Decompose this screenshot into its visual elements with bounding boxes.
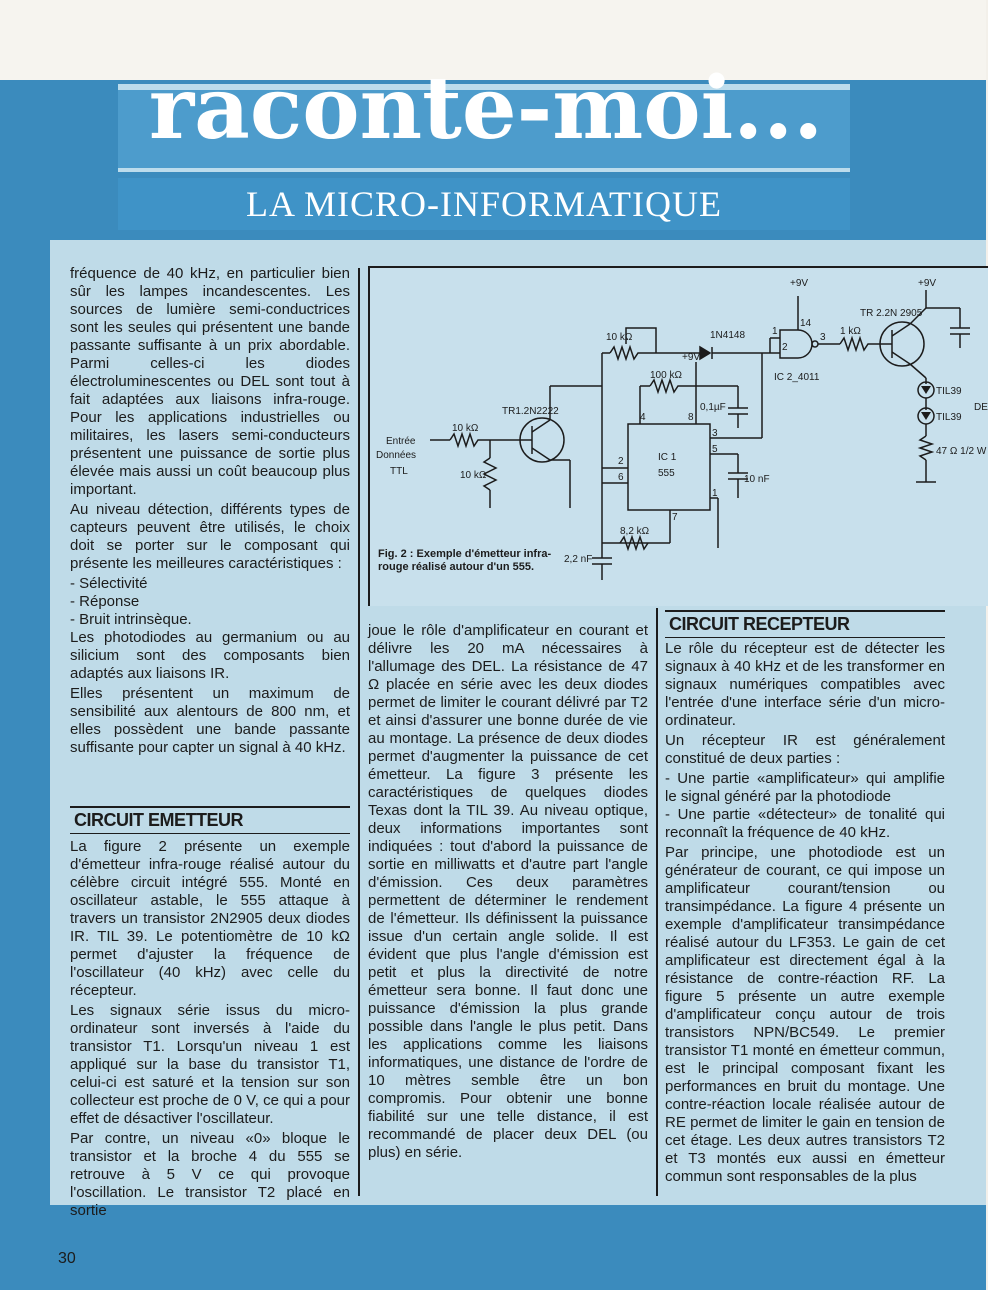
label-pin-4: 4 [640, 412, 646, 423]
label-r-100k: 100 kΩ [650, 370, 682, 381]
paragraph: Un récepteur IR est généralement constitué de deux parties : [665, 732, 945, 767]
list-item: - Une partie «détecteur» de tonalité qui reconnaît la fréquence de 40 kHz. [665, 806, 945, 841]
label-gate-pin-2: 2 [782, 342, 788, 353]
column-1-section [70, 838, 350, 1222]
paragraph: Par contre, un niveau «0» bloque le transistor et la broche 4 du 555 se retrouve à 5 V ce qui provoque l'oscillation. Le transistor T2 placé en sortie [70, 1130, 350, 1219]
column-1 [70, 265, 350, 759]
page-subtitle: LA MICRO-INFORMATIQUE [245, 184, 722, 224]
label-cap-01: 0,1µF [700, 402, 726, 413]
label-pin-6: 6 [618, 472, 624, 483]
label-gate-pin-14: 14 [800, 318, 812, 329]
label-input: Entrée [386, 436, 416, 447]
label-diode: 1N4148 [710, 330, 746, 341]
label-r-1k: 1 kΩ [840, 326, 861, 337]
label-ic1: IC 1 [658, 452, 677, 463]
figure-caption: Fig. 2 : Exemple d'émetteur infra-rouge réalisé autour d'un 555. [378, 548, 552, 573]
label-r-82k: 8,2 kΩ [620, 526, 650, 537]
label-vcc-2: +9V [790, 278, 809, 289]
label-pin-3: 3 [712, 428, 718, 439]
page-number: 30 [58, 1250, 76, 1267]
label-gate-pin-3: 3 [820, 332, 826, 343]
label-pin-1: 1 [712, 488, 718, 499]
paragraph: La figure 2 présente un exemple d'émetteur infra-rouge réalisé autour du célèbre circuit intégré 555. Monté en oscillateur astable, le 555 attaque à travers un transistor 2N2905 deux diodes IR. TIL 39. Le potentiomètre de 10 kΩ permet d'ajuster la fréquence de l'oscillateur (40 kHz) avec celle du récepteur. [70, 838, 350, 999]
label-led-1: TIL39 [936, 386, 962, 397]
label-pin-8: 8 [688, 412, 694, 423]
label-input-3: TTL [390, 466, 408, 477]
list-item: - Réponse [70, 593, 140, 610]
paragraph: Par principe, une photodiode est un générateur de courant, ce qui impose un amplificateur courant/tension ou transimpédance. La figure 4 présente un exemple d'amplificateur transimpédance réalisé autour du LF353. Le gain de cet amplificateur est directement égal à la résistance de contre-réaction RF. La figure 5 présente un autre exemple d'amplificateur conçu autour de trois transistors NPN/BC549. Le premier transistor T1 monté en émetteur commun, est le principal composant fixant les performances en bruit du montage. Une contre-réaction locale réalisée autour de RE permet de limiter le gain en tension de cet étage. Les deux autres transistors T2 et T3 montés eux aussi en émetteur commun sont responsables de la plus [665, 844, 945, 1185]
list-item: - Sélectivité [70, 575, 148, 592]
label-cap-10: 10 nF [744, 474, 770, 485]
section-heading-recepteur: CIRCUIT RECEPTEUR [665, 610, 945, 638]
paragraph: Elles présentent un maximum de sensibilité aux alentours de 800 nm, et elles possèdent une bande passante suffisante pour capter un signal à 40 kHz. [70, 685, 350, 756]
label-ic2: IC 2_4011 [774, 372, 820, 383]
column-3 [665, 640, 945, 1188]
list-item: - Bruit intrinsèque. [70, 611, 192, 628]
paragraph: joue le rôle d'amplificateur en courant et délivre les 20 mA nécessaires à l'allumage des DEL. La résistance de 47 Ω placée en série avec les deux diodes permet de limiter le courant délivré par T2 et ainsi d'assurer une bonne durée de vie au montage. La présence de deux diodes permet d'augmenter la puissance de cet émetteur. La figure 3 présente les caractéristiques de quelques diodes Texas dont la TIL 39. Au niveau optique, deux informations importantes sont indiquées : tout d'abord la puissance de sortie en milliwatts et d'autre part l'angle d'émission. Ces deux paramètres permettent de déterminer le rendement de l'émetteur. Ils définissent la puissance issue d'un certain angle solide. Il est évident que plus l'angle d'émission est petit et plus la directivité de notre émetteur sera bonne. Il faut donc une puissance d'émission la plus grande possible dans l'angle le plus petit. Dans les applications comme les liaisons informatiques, une distance de l'ordre de 10 mètres semble être un bon compromis. Pour obtenir une bonne fiabilité sur une telle distance, il est recommandé de placer deux DEL (ou plus) en série. [368, 622, 648, 1161]
page-title: raconte-moi... [148, 58, 824, 159]
label-vcc-1: +9V [682, 352, 701, 363]
list-item: - Une partie «amplificateur» qui amplifie le signal généré par la photodiode [665, 770, 945, 805]
section-heading-emetteur: CIRCUIT EMETTEUR [70, 806, 350, 834]
label-tr1: TR1.2N2222 [502, 406, 559, 417]
label-ic1-type: 555 [658, 468, 675, 479]
column-divider [358, 268, 360, 1196]
column-2 [368, 622, 648, 1164]
paragraph: fréquence de 40 kHz, en particulier bien sûr les lampes incandescentes. Les sources de lumière semi-conductrices sont les seules qui présentent une bande passante suffisante à un prix abordable. Parmi celles-ci les diodes électroluminescentes ou DEL sont tout à fait adaptées aux liaisons infra-rouge. Pour les applications industrielles ou militaires, les lasers semi-conducteurs présentent une puissance de sortie plus élevée mais aussi un coût beaucoup plus important. [70, 265, 350, 498]
label-pin-2: 2 [618, 456, 624, 467]
paragraph: Les signaux série issus du micro-ordinateur sont inversés à l'aide du transistor T1. Lorsqu'un niveau 1 est appliqué sur la base du transistor T1, celui-ci est saturé et la tension sur son collecteur est proche de 0 V, ce qui a pour effet de désactiver l'oscillateur. [70, 1002, 350, 1127]
paragraph: Au niveau détection, différents types de capteurs peuvent être utilisés, le choix doit se porter sur le composant qui présente les meilleures caractéristiques : [70, 501, 350, 572]
paragraph: Les photodiodes au germanium ou au silicium sont des composants bien adaptés aux liaisons IR. [70, 629, 350, 682]
label-tr2: TR 2.2N 2905 [860, 308, 923, 319]
label-edge: DE [974, 402, 988, 413]
label-vcc-3: +9V [918, 278, 937, 289]
label-r-pot: 10 kΩ [606, 332, 633, 343]
paragraph: Le rôle du récepteur est de détecter les signaux à 40 kHz et de les transformer en signaux numériques compatibles avec l'entrée d'une interface série d'un micro-ordinateur. [665, 640, 945, 729]
label-gate-pin-1: 1 [772, 326, 778, 337]
label-input-2: Données [376, 450, 417, 461]
label-r-47: 47 Ω 1/2 W [936, 446, 987, 457]
label-r-base: 10 kΩ [452, 423, 479, 434]
label-r-pull: 10 kΩ [460, 470, 487, 481]
label-pin-7: 7 [672, 512, 678, 523]
label-cap-22: 2,2 nF [564, 554, 593, 565]
label-led-2: TIL39 [936, 412, 962, 423]
column-divider [656, 608, 658, 1196]
label-pin-5: 5 [712, 444, 718, 455]
